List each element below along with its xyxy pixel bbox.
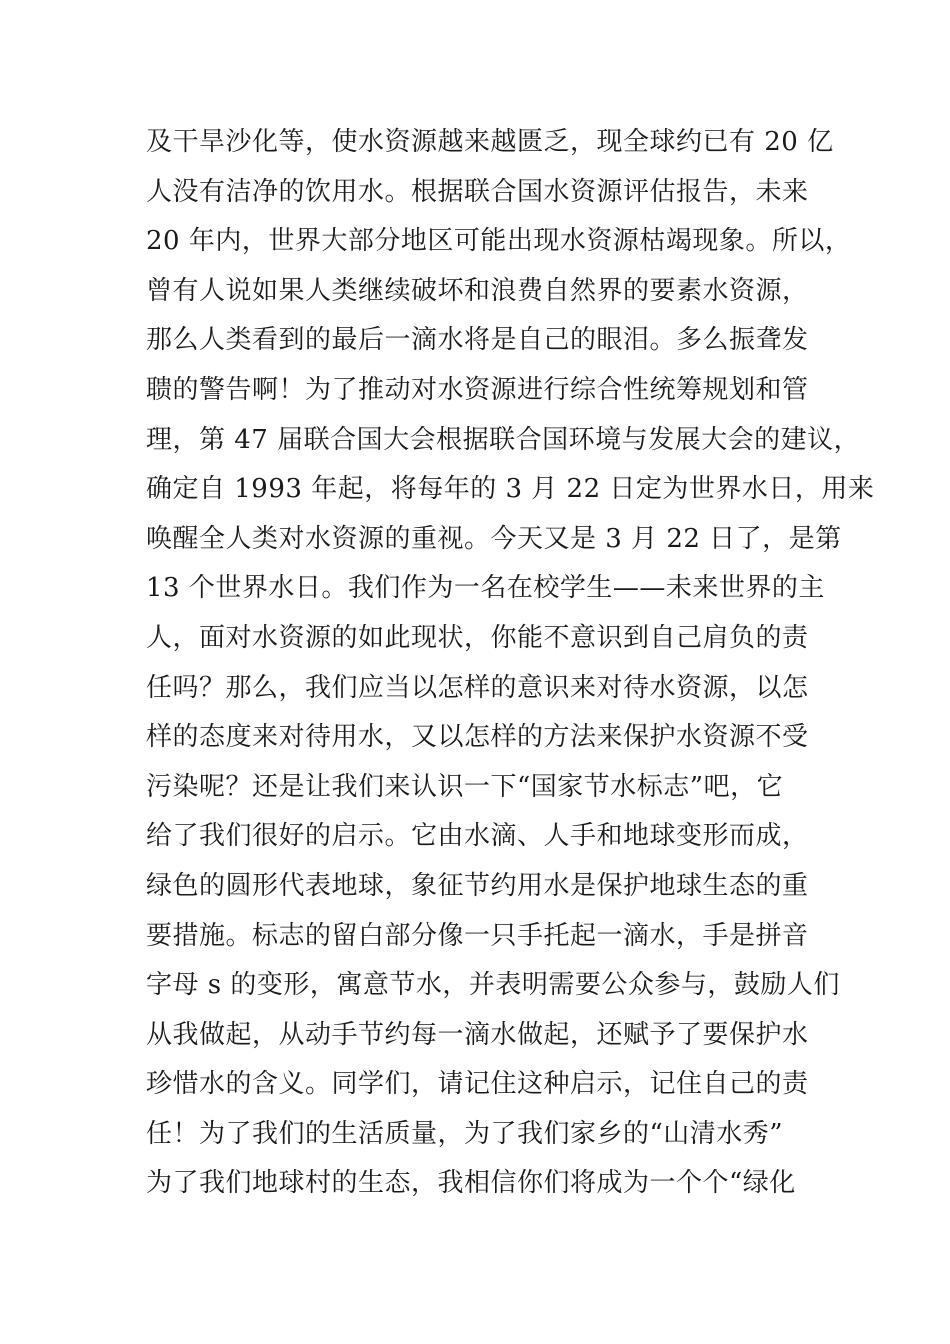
text-line: 那么人类看到的最后一滴水将是自己的眼泪。多么振聋发	[146, 325, 809, 356]
text-line: 样的态度来对待用水，又以怎样的方法来保护水资源不受	[146, 722, 809, 753]
text-line: 污染呢？还是让我们来认识一下“国家节水标志”吧，它	[146, 771, 784, 802]
text-line: 任！为了我们的生活质量，为了我们家乡的“山清水秀”	[146, 1118, 784, 1149]
text-line: 从我做起，从动手节约每一滴水做起，还赋予了要保护水	[146, 1019, 809, 1050]
text-line: 理，第 47 届联合国大会根据联合国环境与发展大会的建议，	[146, 424, 861, 455]
text-line: 绿色的圆形代表地球，象征节约用水是保护地球生态的重	[146, 870, 809, 901]
text-line: 任吗？那么，我们应当以怎样的意识来对待水资源，以怎	[146, 672, 809, 703]
text-line: 及干旱沙化等，使水资源越来越匮乏，现全球约已有 20 亿	[146, 127, 834, 157]
text-line: 曾有人说如果人类继续破坏和浪费自然界的要素水资源，	[146, 275, 809, 306]
text-line: 珍惜水的含义。同学们，请记住这种启示，记住自己的责	[146, 1069, 809, 1100]
text-line: 字母 s 的变形，寓意节水，并表明需要公众参与，鼓励人们	[146, 970, 840, 1001]
text-line: 聩的警告啊！为了推动对水资源进行综合性统筹规划和管	[146, 374, 809, 405]
text-line: 13 个世界水日。我们作为一名在校学生——未来世界的主	[146, 573, 825, 604]
text-line: 给了我们很好的启示。它由水滴、人手和地球变形而成，	[146, 821, 809, 852]
body-text	[146, 118, 875, 1209]
text-line: 确定自 1993 年起，将每年的 3 月 22 日定为世界水日，用来	[146, 474, 875, 505]
text-line: 20 年内，世界大部分地区可能出现水资源枯竭现象。所以，	[146, 226, 852, 257]
text-line: 人没有洁净的饮用水。根据联合国水资源评估报告，未来	[146, 176, 809, 207]
text-line: 唤醒全人类对水资源的重视。今天又是 3 月 22 日了，是第	[146, 523, 842, 554]
text-line: 要措施。标志的留白部分像一只手托起一滴水，手是拼音	[146, 920, 809, 951]
text-line: 为了我们地球村的生态，我相信你们将成为一个个“绿化	[146, 1168, 796, 1199]
text-line: 人，面对水资源的如此现状，你能不意识到自己肩负的责	[146, 622, 809, 653]
